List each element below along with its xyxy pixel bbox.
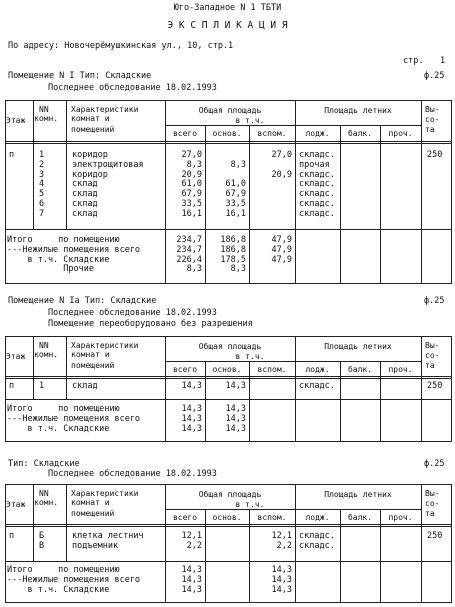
row-area-total: 16,1 <box>181 209 202 219</box>
total-aux: 47,9 <box>271 245 292 255</box>
column-divider <box>66 484 67 561</box>
row-area-total: 33,5 <box>181 199 202 209</box>
total-label: ---Нежилые помещения всего <box>7 414 141 424</box>
total-area: 14,3 <box>181 575 202 585</box>
section-title: Помещение N Iа Тип: Складские <box>8 296 157 306</box>
table-right-border <box>451 336 452 442</box>
row-height: 250 <box>427 531 443 541</box>
form-code: ф.25 <box>424 296 445 306</box>
row-area-total: 27,0 <box>181 150 202 160</box>
row-floor: п <box>9 531 15 541</box>
row-area-main: 16,1 <box>225 209 246 219</box>
col-header-other: проч. <box>388 365 413 374</box>
col-header-characteristics: комнат и <box>71 350 110 359</box>
col-header-height: со- <box>425 351 440 360</box>
col-header-num: NN <box>39 489 49 498</box>
table-bottom-border <box>5 283 452 284</box>
row-purpose: складс. <box>299 209 335 219</box>
row-room-number: 2 <box>39 160 45 170</box>
row-purpose: складс. <box>299 189 335 199</box>
row-floor: п <box>9 150 15 160</box>
section-note: Помещение переоборудовано без разрешения <box>48 319 253 329</box>
address-line: По адресу: Новочерёмушкинская ул., 10, стр.1 <box>8 41 234 51</box>
col-header-all: всего <box>172 513 198 522</box>
row-area-total: 12,1 <box>181 531 202 541</box>
column-divider <box>380 509 381 602</box>
row-height: 250 <box>427 150 443 160</box>
col-header-floor: Этаж <box>6 352 26 361</box>
col-header-balcony: балк. <box>347 129 373 138</box>
row-room-name: склад <box>72 199 98 209</box>
col-header-num: NN <box>39 105 49 114</box>
col-header-characteristics: комнат и <box>71 114 110 123</box>
col-header-characteristics: помещений <box>71 361 115 370</box>
col-header-all: всего <box>172 365 198 374</box>
row-room-number: 4 <box>39 179 45 189</box>
page-label: стр. <box>403 56 424 66</box>
col-header-main: основ. <box>212 513 242 522</box>
total-aux: 47,9 <box>271 255 292 265</box>
col-header-floor: Этаж <box>6 116 26 125</box>
header-bottom-border <box>5 376 452 377</box>
totals-separator <box>5 399 452 400</box>
section-title: Тип: Складские <box>8 459 80 469</box>
col-header-aux: вспом. <box>257 129 287 138</box>
col-header-all: всего <box>172 129 198 138</box>
last-inspection: Последнее обследование 18.02.1993 <box>48 308 217 318</box>
total-area: 234,7 <box>176 245 202 255</box>
row-room-name: коридор <box>72 170 108 180</box>
header-bottom-border <box>5 526 452 527</box>
row-purpose: складс. <box>299 531 335 541</box>
total-main: 186,8 <box>220 235 246 245</box>
column-divider <box>33 484 34 561</box>
total-area: 14,3 <box>181 404 202 414</box>
col-header-height: со- <box>425 115 440 124</box>
total-area: 14,3 <box>181 424 202 434</box>
total-label: Итого по помещению <box>7 404 120 414</box>
form-code: ф.25 <box>424 459 445 469</box>
col-header-height: со- <box>425 499 440 508</box>
col-header-balcony: балк. <box>347 365 373 374</box>
header-bottom-border <box>5 143 452 144</box>
column-divider <box>66 100 67 229</box>
subheader-rule <box>165 509 421 510</box>
last-inspection: Последнее обследование 18.02.1993 <box>48 83 217 93</box>
total-label: в т.ч. Складские <box>7 255 110 265</box>
table-right-border <box>451 100 452 284</box>
col-header-summer: Площадь летних <box>324 490 392 499</box>
table-top-border <box>5 484 452 485</box>
row-floor: п <box>9 381 15 391</box>
col-header-num: комн. <box>34 114 59 123</box>
col-header-aux: вспом. <box>257 513 287 522</box>
row-area-main: 33,5 <box>225 199 246 209</box>
row-room-number: 3 <box>39 170 45 180</box>
header-bottom-border <box>5 378 452 379</box>
row-room-name: подъемник <box>72 541 119 551</box>
column-divider <box>205 509 206 602</box>
total-area: 234,7 <box>176 235 202 245</box>
row-room-number: 1 <box>39 381 45 391</box>
row-area-main: 61,0 <box>225 179 246 189</box>
row-area-main: 14,3 <box>225 381 246 391</box>
col-header-num: комн. <box>34 498 59 507</box>
col-header-height: Вы- <box>425 489 440 498</box>
col-header-balcony: балк. <box>347 513 373 522</box>
col-header-total-area: Общая площадь <box>198 490 262 499</box>
row-area-main: 67,9 <box>225 189 246 199</box>
row-room-number: 6 <box>39 199 45 209</box>
col-header-loggia: лодж. <box>305 129 330 138</box>
row-room-name: клетка лестнич <box>72 531 144 541</box>
col-header-incl: в т.ч. <box>235 500 265 509</box>
col-header-incl: в т.ч. <box>235 116 265 125</box>
col-header-height: та <box>425 361 435 370</box>
column-divider <box>33 336 34 399</box>
col-header-height: Вы- <box>425 341 440 350</box>
page-number: 1 <box>440 56 446 66</box>
column-divider <box>340 125 341 283</box>
row-area-aux: 27,0 <box>271 150 292 160</box>
total-main: 186,8 <box>220 245 246 255</box>
total-main: 14,3 <box>225 404 246 414</box>
column-divider <box>340 509 341 602</box>
col-header-incl: в т.ч. <box>235 352 265 361</box>
row-height: 250 <box>427 381 443 391</box>
last-inspection: Последнее обследование 18.02.1993 <box>48 469 217 479</box>
column-divider <box>421 100 422 283</box>
col-header-summer: Площадь летних <box>324 106 392 115</box>
col-header-height: та <box>425 509 435 518</box>
column-divider <box>295 336 296 441</box>
totals-separator <box>5 229 452 230</box>
row-room-name: коридор <box>72 150 108 160</box>
col-header-other: проч. <box>388 129 413 138</box>
col-header-summer: Площадь летних <box>324 342 392 351</box>
total-area: 8,3 <box>186 264 202 274</box>
total-main: 178,5 <box>220 255 246 265</box>
col-header-total-area: Общая площадь <box>198 106 262 115</box>
col-header-characteristics: помещений <box>71 125 115 134</box>
org-name: Юго-Западное N 1 ТБТИ <box>173 3 282 13</box>
row-room-number: 7 <box>39 209 45 219</box>
total-aux: 47,9 <box>271 235 292 245</box>
total-label: Прочие <box>7 264 94 274</box>
total-main: 14,3 <box>225 414 246 424</box>
col-header-loggia: лодж. <box>305 365 330 374</box>
row-purpose: складс. <box>299 179 335 189</box>
column-divider <box>380 125 381 283</box>
total-label: в т.ч. Складские <box>7 424 110 434</box>
row-area-total: 8,3 <box>186 160 202 170</box>
table-bottom-border <box>5 602 452 603</box>
total-aux: 14,3 <box>271 585 292 595</box>
col-header-height: та <box>425 125 435 134</box>
row-area-total: 2,2 <box>186 541 202 551</box>
column-divider <box>295 484 296 602</box>
row-room-name: склад <box>72 381 98 391</box>
row-room-number: 1 <box>39 150 45 160</box>
total-main: 14,3 <box>225 424 246 434</box>
col-header-total-area: Общая площадь <box>198 342 262 351</box>
col-header-num: комн. <box>34 350 59 359</box>
col-header-main: основ. <box>212 129 242 138</box>
row-room-number: Б <box>39 531 45 541</box>
row-room-name: склад <box>72 179 98 189</box>
total-area: 226,4 <box>176 255 202 265</box>
total-label: Итого по помещению <box>7 565 120 575</box>
table-top-border <box>5 336 452 337</box>
col-header-height: Вы- <box>425 105 440 114</box>
col-header-characteristics: Характеристики <box>71 341 139 350</box>
row-room-number: 5 <box>39 189 45 199</box>
row-room-number: В <box>39 541 45 551</box>
row-area-total: 67,9 <box>181 189 202 199</box>
header-bottom-border <box>5 524 452 525</box>
total-aux: 14,3 <box>271 575 292 585</box>
total-aux: 14,3 <box>271 565 292 575</box>
col-header-characteristics: комнат и <box>71 498 110 507</box>
total-area: 14,3 <box>181 585 202 595</box>
table-bottom-border <box>5 441 452 442</box>
col-header-characteristics: помещений <box>71 509 115 518</box>
column-divider <box>421 336 422 441</box>
row-area-main: 8,3 <box>230 160 246 170</box>
total-area: 14,3 <box>181 565 202 575</box>
row-area-total: 20,9 <box>181 170 202 180</box>
column-divider <box>421 484 422 602</box>
row-purpose: складс. <box>299 170 335 180</box>
col-header-loggia: лодж. <box>305 513 330 522</box>
header-bottom-border <box>5 141 452 142</box>
col-header-characteristics: Характеристики <box>71 105 139 114</box>
row-room-name: электрощитовая <box>72 160 144 170</box>
row-area-total: 14,3 <box>181 381 202 391</box>
document-title: Э К С П Л И К А Ц И Я <box>167 20 288 31</box>
subheader-rule <box>165 125 421 126</box>
table-left-border <box>5 100 6 284</box>
col-header-main: основ. <box>212 365 242 374</box>
column-divider <box>66 336 67 399</box>
form-code: ф.25 <box>424 71 445 81</box>
table-top-border <box>5 100 452 101</box>
total-label: Итого по помещению <box>7 235 120 245</box>
total-main: 8,3 <box>230 264 246 274</box>
total-label: в т.ч. Складские <box>7 585 110 595</box>
total-area: 14,3 <box>181 414 202 424</box>
row-purpose: складс. <box>299 381 335 391</box>
row-area-aux: 20,9 <box>271 170 292 180</box>
section-title: Помещение N I Тип: Складские <box>8 71 152 81</box>
row-purpose: складс. <box>299 199 335 209</box>
col-header-other: проч. <box>388 513 413 522</box>
row-area-total: 61,0 <box>181 179 202 189</box>
table-right-border <box>451 484 452 603</box>
subheader-rule <box>165 361 421 362</box>
row-room-name: склад <box>72 209 98 219</box>
row-purpose: прочая <box>299 160 330 170</box>
col-header-characteristics: Характеристики <box>71 489 139 498</box>
row-area-aux: 12,1 <box>271 531 292 541</box>
total-label: ---Нежилые помещения всего <box>7 245 141 255</box>
col-header-floor: Этаж <box>6 500 26 509</box>
row-purpose: складс. <box>299 150 335 160</box>
row-area-aux: 2,2 <box>276 541 292 551</box>
totals-separator <box>5 561 452 562</box>
col-header-aux: вспом. <box>257 365 287 374</box>
total-label: ---Нежилые помещения всего <box>7 575 141 585</box>
row-purpose: складс. <box>299 541 335 551</box>
col-header-num: NN <box>39 341 49 350</box>
column-divider <box>295 100 296 283</box>
row-room-name: склад <box>72 189 98 199</box>
